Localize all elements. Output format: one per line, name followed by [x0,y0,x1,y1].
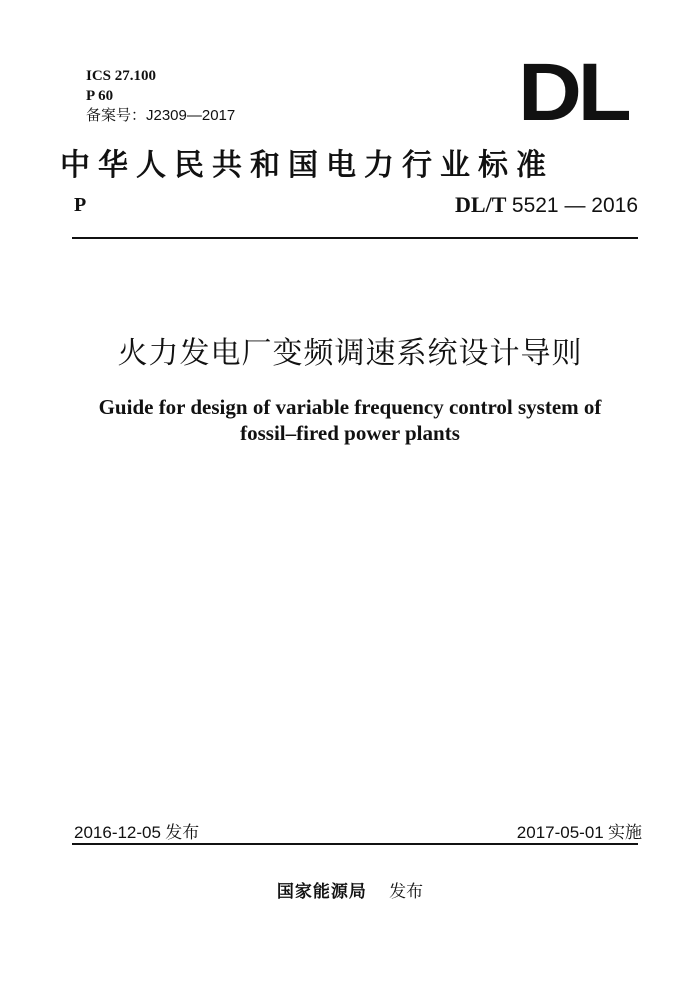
filing-number: 备案号：J2309—2017 [86,107,236,124]
top-divider [72,237,638,239]
classification-code: P 60 [86,88,114,104]
standard-number-prefix: DL/T [455,192,507,217]
title-english-line2: fossil–fired power plants [240,421,460,445]
implementation-date [517,818,642,843]
standard-name: 中华人民共和国电力行业标准 [60,148,554,183]
ics-code: ICS 27.100 [86,68,157,84]
standard-number-value: 5521 — 2016 [511,194,638,217]
publisher [0,877,700,902]
issue-date [74,818,199,843]
standard-category: P [74,194,87,216]
standard-metadata [86,66,235,126]
title-english-line1: Guide for design of variable frequency control system of [98,395,602,419]
issue-date-value: 2016-12-05 [74,823,161,842]
title-english [0,394,700,446]
implementation-date-value: 2017-05-01 [516,823,604,842]
title-chinese: 火力发电厂变频调速系统设计导则 [117,336,583,371]
dl-logo: DL [518,47,628,138]
publisher-organization: 国家能源局 [276,882,367,902]
publisher-action: 发布 [389,882,424,902]
issue-date-label: 发布 [165,823,200,843]
bottom-divider [72,843,638,845]
implementation-date-label: 实施 [608,823,642,843]
standard-number [455,192,638,218]
